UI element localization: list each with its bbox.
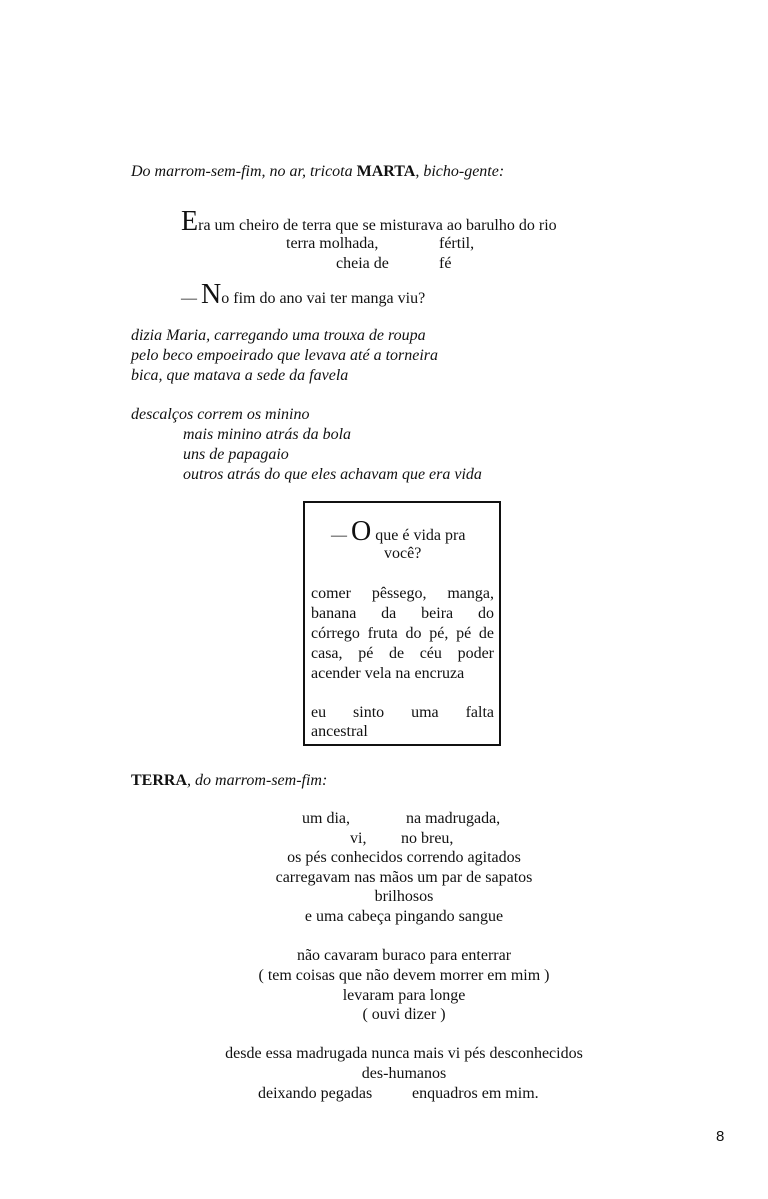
terra-line: ( ouvi dizer ) — [362, 1006, 446, 1023]
terra-line: levaram para longe — [342, 987, 466, 1004]
minino-line: outros atrás do que eles achavam que era vida — [183, 466, 482, 483]
poem-line-2a: terra molhada, — [286, 235, 379, 252]
box-line: eu sinto uma falta — [311, 704, 494, 721]
poem-line-4: — No fim do ano vai ter manga viu? — [181, 279, 426, 310]
terra-intro: TERRA, do marrom-sem-fim: — [131, 772, 328, 789]
terra-line-2b: no breu, — [401, 830, 454, 847]
terra-line-1a: um dia, — [302, 810, 350, 827]
drop-cap-o: O — [351, 516, 372, 547]
terra-line: brilhosos — [374, 888, 434, 905]
maria-line: bica, que matava a sede da favela — [131, 367, 349, 384]
drop-cap-e: E — [181, 206, 199, 237]
terra-line-1b: na madrugada, — [406, 810, 501, 827]
terra-line: os pés conhecidos correndo agitados — [287, 849, 521, 866]
minino-line: descalços correm os minino — [131, 406, 310, 423]
terra-line: e uma cabeça pingando sangue — [304, 908, 504, 925]
maria-line: pelo beco empoeirado que levava até a torneira — [131, 347, 439, 364]
terra-line: ( tem coisas que não devem morrer em mim ) — [258, 967, 550, 984]
box-line: ancestral — [311, 723, 368, 740]
poem-line-2b: fértil, — [439, 235, 475, 252]
page-number: 8 — [716, 1128, 725, 1145]
box-question-line-2: você? — [384, 545, 422, 562]
marta-name: MARTA — [356, 163, 416, 180]
box-question: — O que é vida pra — [331, 516, 466, 547]
marta-intro: Do marrom-sem-fim, no ar, tricota MARTA, bicho-gente: — [131, 163, 505, 180]
poem-line-3a: cheia de — [336, 255, 389, 272]
terra-name: TERRA — [131, 772, 188, 789]
terra-line-13a: deixando pegadas — [258, 1085, 373, 1102]
minino-line: uns de papagaio — [183, 446, 289, 463]
terra-line: não cavaram buraco para enterrar — [296, 947, 512, 964]
box-line: acender vela na encruza — [311, 665, 465, 682]
poem-line-1: Era um cheiro de terra que se misturava ao barulho do rio — [181, 206, 557, 237]
terra-line: des-humanos — [361, 1065, 447, 1082]
terra-line: desde essa madrugada nunca mais vi pés desconhecidos — [225, 1045, 583, 1062]
box-line: comer pêssego, manga, — [311, 585, 494, 602]
drop-cap-n: N — [201, 279, 222, 310]
poem-line-3b: fé — [439, 255, 452, 272]
maria-line: dizia Maria, carregando uma trouxa de roupa — [131, 327, 426, 344]
terra-line-13b: enquadros em mim. — [412, 1085, 539, 1102]
box-line: córrego fruta do pé, pé de — [311, 625, 494, 642]
terra-line: carregavam nas mãos um par de sapatos — [275, 869, 533, 886]
box-line: banana da beira do — [311, 605, 494, 622]
box-line: casa, pé de céu poder — [311, 645, 494, 662]
minino-line: mais minino atrás da bola — [183, 426, 352, 443]
terra-line-2a: vi, — [350, 830, 367, 847]
